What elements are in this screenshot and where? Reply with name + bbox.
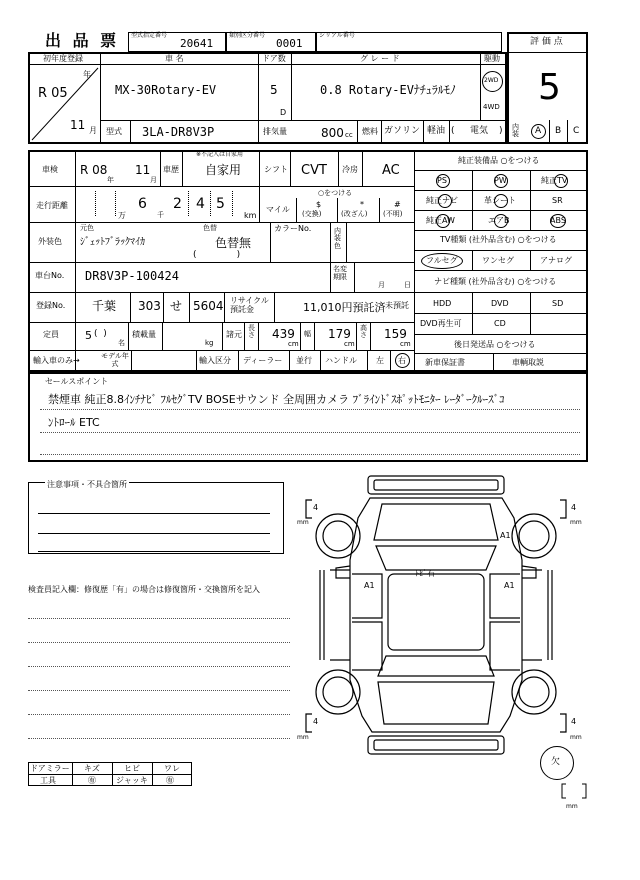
- shift-label: シフト: [264, 165, 288, 174]
- navi-dvd-play: DVD再生可: [420, 319, 462, 328]
- plate-class: 303: [138, 299, 161, 313]
- import-class-label: 輸入区分: [199, 356, 231, 365]
- recycle: 11,010円預託済: [303, 301, 386, 314]
- height: 159: [384, 327, 407, 341]
- mileage-label: 走行距離: [36, 201, 68, 210]
- mileage-digit-6: 5: [216, 196, 225, 212]
- equip-leather: 革シート: [484, 196, 516, 205]
- inspection-year-unit: 年: [107, 176, 114, 184]
- tv-title: TV種類 (社外品含む) ○をつける: [440, 235, 557, 244]
- tire-rl-value: 4: [313, 717, 319, 726]
- load-label: 積載量: [132, 330, 156, 339]
- fuel-electric-open: (: [451, 126, 455, 136]
- damage-mark-right-door: A1: [504, 581, 515, 590]
- capacity-paren: ( ): [94, 329, 107, 339]
- caution-label: 注意事項・不具合箇所: [47, 480, 127, 489]
- color-change: 色替無: [215, 236, 252, 250]
- color-no-label: カラーNo.: [274, 224, 312, 233]
- type-number-label: 型式指定番号: [131, 32, 168, 39]
- drive-2wd: 2WD: [484, 77, 499, 84]
- meter-mark-exchange: $: [316, 200, 322, 209]
- navi-sd: SD: [552, 299, 564, 308]
- height-label: 高さ: [360, 324, 367, 340]
- fuel-electric: 電気: [470, 126, 489, 136]
- spare-tire-label: 欠: [551, 757, 561, 767]
- mileage-digit-4: 2: [173, 196, 182, 212]
- tv-oneseg: ワンセグ: [482, 256, 514, 265]
- usage: 自家用: [205, 163, 242, 177]
- meter-label: マイル: [266, 205, 290, 214]
- navi-dvd: DVD: [491, 299, 509, 308]
- legend-jack-value: ㊒: [166, 776, 174, 785]
- tv-fullseg: フルセグ: [426, 256, 458, 265]
- ac-label: 冷房: [342, 165, 358, 174]
- sales-line-2: ﾝﾄﾛｰﾙ ETC: [48, 416, 100, 429]
- model: 3LA-DR8V3P: [142, 125, 215, 139]
- mileage-digit-3: 6: [138, 196, 147, 212]
- meter-tampered: (改ざん): [341, 210, 368, 218]
- fuel-diesel: 軽油: [427, 126, 446, 136]
- type-number: 20641: [180, 37, 214, 50]
- equip-airbag: エアB: [488, 216, 510, 225]
- tire-fl-unit: mm: [297, 519, 309, 526]
- tire-fr-value: 4: [571, 503, 577, 512]
- legend-mirror: ドアミラー: [30, 764, 70, 773]
- dimensions-label: 諸元: [226, 330, 242, 339]
- caution-box: [28, 482, 284, 554]
- car-name: MX-30Rotary-EV: [115, 83, 217, 97]
- width-unit: cm: [344, 340, 355, 348]
- capacity: 5: [85, 329, 92, 342]
- meter-circle-note: ○をつける: [318, 189, 353, 197]
- spare-bracket: [560, 782, 590, 802]
- equip-pw: PW: [494, 176, 507, 185]
- color-label: 外装色: [38, 237, 62, 246]
- name-change-day-unit: 日: [404, 281, 411, 289]
- drive-4wd: 4WD: [483, 103, 500, 111]
- handle-label: ハンドル: [325, 356, 357, 365]
- mileage-km-unit: km: [244, 211, 257, 220]
- width: 179: [328, 327, 351, 341]
- capacity-label: 定員: [43, 330, 59, 339]
- handle-left: 左: [376, 356, 384, 365]
- recycle-unpaid: 未預託: [385, 301, 409, 310]
- navi-hdd: HDD: [433, 299, 452, 308]
- equip-tv: 純正TV: [541, 176, 568, 185]
- interior-a: A: [535, 126, 542, 136]
- interior-label: 内装: [512, 123, 519, 138]
- equip-navi: 純正ナビ: [426, 196, 458, 205]
- import-dealer: ディーラー: [243, 356, 283, 365]
- legend-break: ワレ: [164, 764, 180, 773]
- cc-unit: cc: [345, 131, 353, 139]
- inspector-label: 検査員記入欄：修復歴「有」の場合は修復箇所・交換箇所を記入: [28, 585, 260, 594]
- displacement-label: 排気量: [263, 127, 287, 136]
- plate-number: 5604: [193, 299, 224, 313]
- chassis-label: 車台No.: [35, 271, 65, 280]
- meter-unknown: (不明): [383, 210, 403, 218]
- tire-rr-value: 4: [571, 717, 577, 726]
- tv-analog: アナログ: [540, 256, 572, 265]
- plate-label: 登録No.: [36, 301, 66, 310]
- mileage-sen-unit: 千: [157, 211, 164, 219]
- import-label: 輸入車のみ→: [33, 356, 80, 365]
- tire-fl-value: 4: [313, 503, 319, 512]
- sales-label: セールスポイント: [45, 377, 109, 386]
- width-label: 幅: [304, 330, 311, 338]
- shift: CVT: [301, 163, 327, 178]
- inspection-label: 車検: [42, 165, 58, 174]
- chassis: DR8V3P-100424: [85, 269, 179, 283]
- name-change-month-unit: 月: [378, 281, 385, 289]
- color-change-label: 色替: [203, 224, 217, 232]
- damage-mark-left-door: A1: [364, 581, 375, 590]
- car-diagram: [290, 470, 590, 770]
- class-number-label: 類別区分番号: [229, 32, 266, 39]
- serial-label: シリアル番号: [319, 32, 355, 39]
- fuel-gas: ガソリン: [384, 126, 421, 136]
- length-label: 長さ: [248, 324, 255, 340]
- usage-note: ※不記入は自家用: [196, 151, 244, 158]
- legend-tools: 工具: [40, 776, 56, 785]
- class-number: 0001: [276, 37, 303, 50]
- sales-line-1: 禁煙車 純正8.8ｲﾝﾁﾅﾋﾞ ﾌﾙｾｸﾞTV BOSEサウンド 全周囲カメラ ﾌﾞﾗｲﾝﾄﾞｽﾎﾟｯﾄﾓﾆﾀｰ ﾚｰﾀﾞｰｸﾙｰｽﾞｺ: [48, 393, 505, 406]
- navi-cd: CD: [494, 319, 506, 328]
- displacement: 800: [321, 126, 344, 140]
- tire-rl-unit: mm: [297, 734, 309, 741]
- mileage-digit-5: 4: [196, 196, 205, 212]
- navi-title: ナビ種類 (社外品含む) ○をつける: [434, 277, 557, 286]
- meter-mark-tampered: *: [360, 200, 364, 209]
- equip-aw: 純正AW: [426, 216, 455, 225]
- docs-manual: 車輌取説: [512, 358, 544, 367]
- score-label: 評 価 点: [530, 37, 563, 47]
- score-value: 5: [538, 67, 561, 108]
- handle-right: 右: [398, 356, 406, 365]
- door-type: D: [280, 108, 287, 117]
- length-unit: cm: [288, 340, 299, 348]
- fuel-electric-close: ): [499, 126, 503, 136]
- genuine-title: 純正装備品 ○をつける: [458, 156, 540, 165]
- first-reg-era: R 05: [38, 86, 68, 101]
- usage-label: 車歴: [163, 165, 179, 174]
- ac: AC: [382, 163, 400, 178]
- interior-c: C: [573, 126, 580, 136]
- name-change-label: 名変期限: [333, 265, 347, 281]
- form-title: 出 品 票: [45, 31, 120, 50]
- height-unit: cm: [400, 340, 411, 348]
- capacity-unit: 名: [118, 339, 125, 347]
- legend-tools-value: ㊒: [88, 776, 96, 785]
- legend-crack: ヒビ: [124, 764, 140, 773]
- first-reg-label: 初年度登録: [43, 54, 83, 63]
- damage-mark-windshield: ﾄﾋﾞ石: [415, 569, 435, 578]
- first-reg-year-unit: 年: [83, 70, 91, 79]
- tire-rr-unit: mm: [570, 734, 582, 741]
- plate-kana: せ: [170, 299, 183, 313]
- load-unit: kg: [205, 339, 214, 347]
- plate-area: 千葉: [92, 299, 117, 313]
- recycle-label: リサイクル預託金: [230, 296, 269, 315]
- equip-sr: SR: [552, 196, 563, 205]
- grade: 0.8 Rotary-EVﾅﾁｭﾗﾙﾓﾉ: [320, 83, 456, 97]
- first-reg-month: 11: [70, 118, 86, 132]
- grade-label: グ レ ー ド: [360, 54, 400, 63]
- damage-mark-right-fender: A1: [500, 531, 511, 540]
- car-name-label: 車 名: [165, 54, 184, 63]
- meter-exchange: (交換): [302, 210, 322, 218]
- inspection-era: R 08: [80, 163, 108, 177]
- drive-label: 駆動: [484, 54, 500, 63]
- doors-label: ドア数: [262, 54, 286, 63]
- interior-color-label: 内装色: [334, 227, 341, 250]
- color: ｼﾞｪｯﾄﾌﾞﾗｯｸﾏｲｶ: [80, 237, 145, 248]
- length: 439: [272, 327, 295, 341]
- model-year-label: モデル年式: [101, 352, 129, 368]
- fuel-label: 燃料: [362, 127, 378, 136]
- mileage-man-unit: 万: [118, 211, 126, 220]
- first-reg-month-unit: 月: [89, 126, 97, 135]
- inspection-month-unit: 月: [150, 176, 157, 184]
- sales-box: [28, 372, 588, 462]
- inspection-month: 11: [135, 163, 151, 177]
- model-label: 型式: [106, 127, 122, 136]
- meter-mark-unknown: #: [394, 200, 401, 209]
- docs-warranty: 新車保証書: [425, 358, 465, 367]
- original-color-label: 元色: [80, 224, 94, 232]
- legend-scratch: キズ: [84, 764, 100, 773]
- equip-ps: PS: [437, 176, 447, 185]
- doors: 5: [270, 83, 278, 97]
- import-parallel: 並行: [296, 356, 312, 365]
- tire-fr-unit: mm: [570, 519, 582, 526]
- color-change-paren: ( ): [193, 250, 241, 260]
- legend-jack: ジャッキ: [116, 776, 148, 785]
- equip-abs: ABS: [550, 216, 566, 225]
- interior-b: B: [555, 126, 562, 136]
- spare-unit: mm: [566, 803, 578, 810]
- docs-title: 後日発送品 ○をつける: [454, 340, 536, 349]
